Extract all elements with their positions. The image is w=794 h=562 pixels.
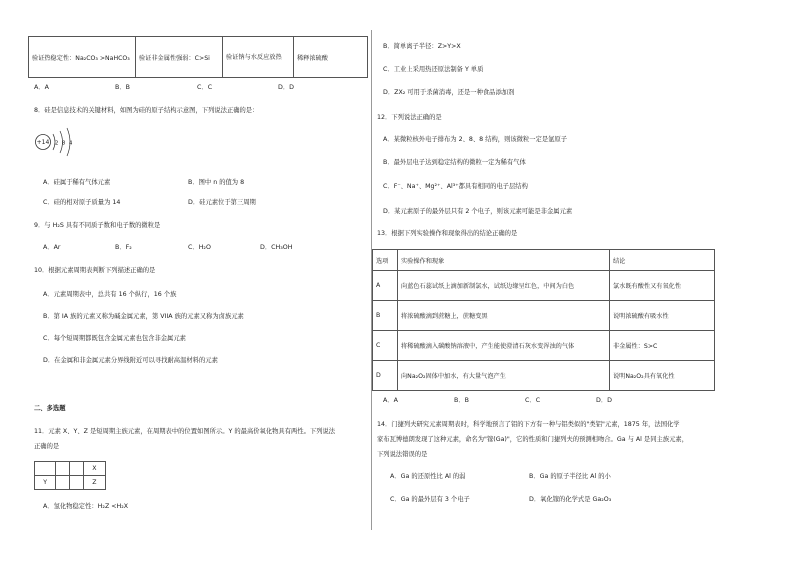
nucleus-label: +14 bbox=[36, 139, 50, 147]
q14-option: C．Ga 的最外层有 3 个电子 bbox=[390, 496, 470, 503]
q12-stem: 12．下列说法正确的是 bbox=[377, 114, 442, 121]
q14-option: A．Ga 的还原性比 Al 的弱 bbox=[390, 473, 466, 480]
table-cell: A bbox=[373, 271, 398, 301]
q14-option: B．Ga 的原子半径比 Al 的小 bbox=[529, 473, 611, 480]
table-cell: 将浓硫酸滴到蔗糖上，蔗糖变黑 bbox=[398, 301, 610, 331]
table-cell: 说明浓硫酸有吸水性 bbox=[610, 301, 715, 331]
q12-option: D．某元素原子的最外层只有 2 个电子，则该元素可能是非金属元素 bbox=[383, 208, 573, 215]
q13-stem: 13．根据下列实验操作和现象得出的结论正确的是 bbox=[377, 230, 518, 237]
shell-electron-count: 2 bbox=[55, 140, 59, 147]
q12-option: B．最外层电子达到稳定结构的微粒一定为稀有气体 bbox=[383, 159, 526, 166]
shell-electron-count: 4 bbox=[69, 140, 73, 147]
table-cell: 氯水既有酸性又有氧化性 bbox=[610, 271, 715, 301]
q13-option: A．A bbox=[383, 397, 398, 404]
q10-option: B．第 IA 族的元素又称为碱金属元素，第 VIIA 族的元素又称为卤族元素 bbox=[43, 313, 244, 320]
q11-option: D．ZX₂ 可用于杀菌消毒，还是一种食品添加剂 bbox=[383, 89, 515, 96]
table-row bbox=[373, 301, 715, 331]
q9-option: A．Ar bbox=[43, 244, 61, 251]
table-cell: 非金属性：S>C bbox=[610, 331, 715, 361]
q13-experiment-table bbox=[372, 249, 715, 391]
table-cell: B bbox=[373, 301, 398, 331]
grid-cell-x: X bbox=[83, 462, 105, 476]
periodic-position-grid bbox=[34, 461, 106, 490]
q13-option: C．C bbox=[525, 397, 541, 404]
table-cell: C bbox=[373, 331, 398, 361]
grid-cell bbox=[70, 476, 84, 490]
atom-structure-diagram bbox=[34, 126, 82, 160]
q14-stem: 下列说法错误的是 bbox=[377, 451, 428, 458]
q13-option: B．B bbox=[454, 397, 469, 404]
table-header: 实验操作和现象 bbox=[398, 250, 610, 271]
table-cell: 向Na₂O₂固体中加水，有大量气泡产生 bbox=[398, 361, 610, 391]
q10-option: C．每个短周期都既包含金属元素也包含非金属元素 bbox=[43, 335, 186, 342]
q7-options-table bbox=[28, 36, 368, 78]
table-row bbox=[373, 361, 715, 391]
q7-option: A．A bbox=[34, 84, 49, 91]
grid-cell-z: Z bbox=[83, 476, 105, 490]
table-cell: 验证非金属性强弱：C>Si bbox=[136, 37, 223, 78]
table-cell: 将稀硫酸滴入碳酸钠溶液中，产生能使澄清石灰水变浑浊的气体 bbox=[398, 331, 610, 361]
q12-option: A．某微粒核外电子排布为 2、8、8 结构，则该微粒一定是氩原子 bbox=[383, 136, 568, 143]
q11-option: B．简单离子半径：Z>Y>X bbox=[383, 43, 461, 50]
q8-option: C．硅的相对原子质量为 14 bbox=[43, 199, 121, 206]
section-heading: 二、多选题 bbox=[34, 405, 66, 412]
table-cell: 说明Na₂O₂具有氧化性 bbox=[610, 361, 715, 391]
grid-cell-y: Y bbox=[35, 476, 56, 490]
q8-option: D．硅元素位于第三周期 bbox=[188, 199, 256, 206]
table-cell: 验证钠与水反应放热 bbox=[223, 37, 294, 78]
q11-option: A．氢化物稳定性：H₂Z <H₂X bbox=[43, 503, 129, 510]
shell-electron-count: 8 bbox=[62, 140, 66, 147]
table-cell: 向蓝色石蕊试纸上滴加新制氯水，试纸边缘呈红色，中间为白色 bbox=[398, 271, 610, 301]
table-header: 选项 bbox=[373, 250, 398, 271]
grid-cell bbox=[56, 476, 70, 490]
q14-stem: 14．门捷列夫研究元素周期表时，科学地预言了铝的下方有一种与铝类似的"类铝"元素，1875 年，法国化学 bbox=[377, 421, 680, 428]
q9-stem: 9．与 H₂S 具有不同质子数和电子数的微粒是 bbox=[34, 222, 161, 229]
q9-option: D．CH₃OH bbox=[260, 244, 293, 251]
q13-option: D．D bbox=[596, 397, 612, 404]
q9-option: C．H₂O bbox=[188, 244, 211, 251]
q14-stem: 家布瓦博德朗发现了这种元素，命名为"镓(Ga)"，它的性质和门捷列夫的预测相吻合。Ga 与 Al 是同主族元素， bbox=[377, 436, 689, 443]
table-cell: 验证热稳定性：Na₂CO₃ >NaHCO₃ bbox=[29, 37, 136, 78]
table-cell: D bbox=[373, 361, 398, 391]
q11-stem: 11．元素 X、Y、Z 是短周期主族元素，在周期表中的位置如图所示。Y 的最高价氧化物具有两性。下列说法 bbox=[34, 428, 336, 435]
table-row bbox=[373, 331, 715, 361]
grid-cell bbox=[35, 462, 56, 476]
table-header: 结论 bbox=[610, 250, 715, 271]
q8-option: B．图中 n 的值为 8 bbox=[188, 179, 245, 186]
q9-option: B．F₂ bbox=[115, 244, 132, 251]
q14-option: D．氧化镓的化学式是 Ga₂O₃ bbox=[529, 496, 612, 503]
q7-option: C．C bbox=[197, 84, 213, 91]
q10-option: D．在金属和非金属元素分界线附近可以寻找耐高温材料的元素 bbox=[43, 357, 218, 364]
grid-cell bbox=[56, 462, 70, 476]
grid-cell bbox=[70, 462, 84, 476]
q12-option: C．F⁻、Na⁺、Mg²⁺、Al³⁺都具有相同的电子层结构 bbox=[383, 183, 528, 190]
q10-stem: 10．根据元素周期表判断下列描述正确的是 bbox=[34, 267, 156, 274]
q11-stem: 正确的是 bbox=[34, 443, 60, 450]
q7-option: B．B bbox=[115, 84, 130, 91]
q8-option: A．硅属于稀有气体元素 bbox=[43, 179, 111, 186]
q11-option: C．工业上采用热还原法制备 Y 单质 bbox=[383, 66, 484, 73]
table-cell: 稀释浓硫酸 bbox=[294, 37, 368, 78]
q10-option: A．元素周期表中，总共有 16 个纵行，16 个族 bbox=[43, 291, 177, 298]
table-row bbox=[373, 271, 715, 301]
q8-stem: 8．硅是信息技术的关键材料，如图为硅的原子结构示意图，下列说法正确的是： bbox=[34, 107, 259, 114]
q7-option: D．D bbox=[278, 84, 294, 91]
